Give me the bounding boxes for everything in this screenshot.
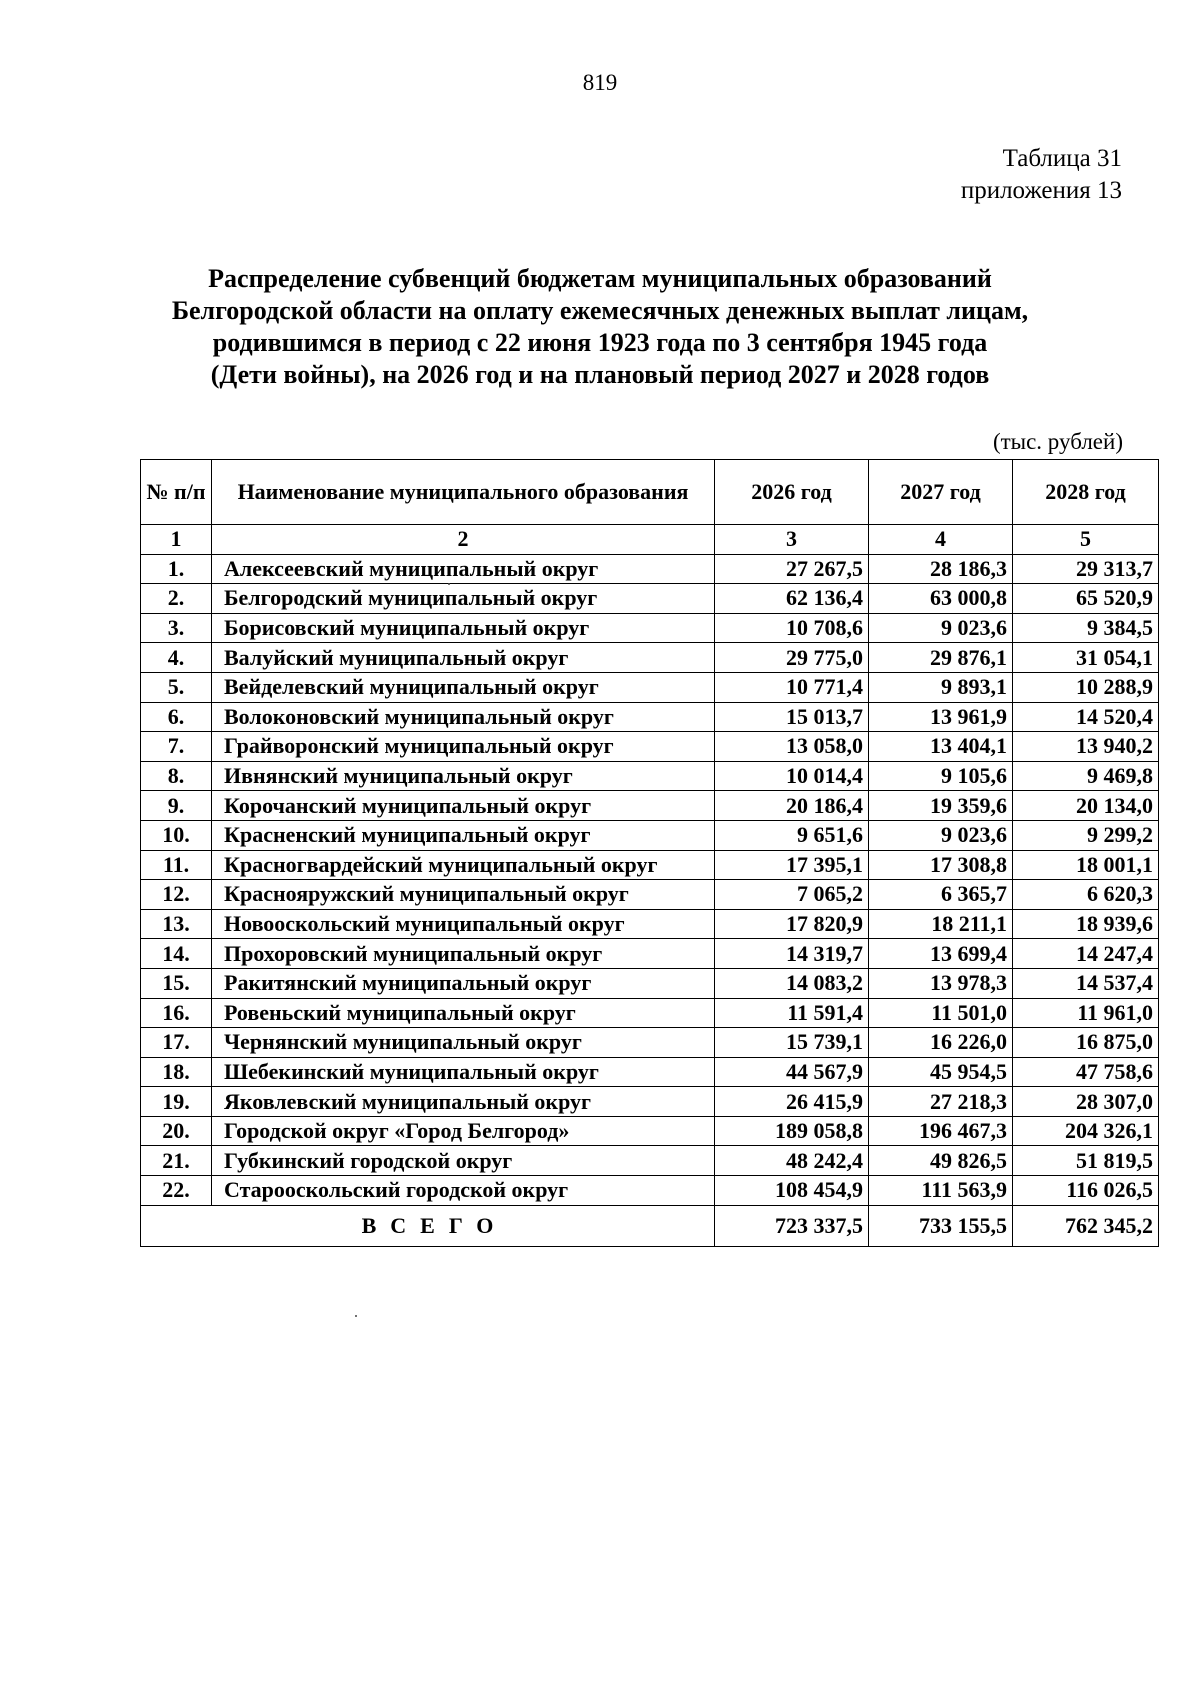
row-value-2028: 116 026,5 [1013, 1176, 1159, 1206]
col-number: 2 [212, 525, 715, 555]
table-row [141, 613, 1159, 643]
row-number: 22. [141, 1176, 212, 1206]
row-number: 17. [141, 1028, 212, 1058]
row-value-2026: 48 242,4 [715, 1146, 869, 1176]
total-label-text: ВСЕГО [361, 1212, 508, 1238]
row-value-2026: 108 454,9 [715, 1176, 869, 1206]
row-number: 3. [141, 613, 212, 643]
row-number: 1. [141, 554, 212, 584]
row-value-2027: 19 359,6 [869, 791, 1013, 821]
row-value-2028: 14 520,4 [1013, 702, 1159, 732]
row-municipality-name: Волоконовский муниципальный округ [212, 702, 715, 732]
col-number: 5 [1013, 525, 1159, 555]
row-value-2028: 28 307,0 [1013, 1087, 1159, 1117]
row-value-2028: 10 288,9 [1013, 672, 1159, 702]
row-number: 13. [141, 909, 212, 939]
scan-speck [448, 583, 450, 585]
table-body [141, 554, 1159, 1205]
row-value-2026: 9 651,6 [715, 820, 869, 850]
row-value-2026: 13 058,0 [715, 732, 869, 762]
col-number: 4 [869, 525, 1013, 555]
header-num: № п/п [141, 460, 212, 525]
column-number-row [141, 525, 1159, 555]
row-municipality-name: Ровеньский муниципальный округ [212, 998, 715, 1028]
header-2026: 2026 год [715, 460, 869, 525]
row-value-2028: 65 520,9 [1013, 584, 1159, 614]
header-row [141, 460, 1159, 525]
row-value-2027: 17 308,8 [869, 850, 1013, 880]
table-row [141, 968, 1159, 998]
units-label: (тыс. рублей) [992, 429, 1123, 454]
total-2028: 762 345,2 [1013, 1205, 1159, 1246]
table-row [141, 1176, 1159, 1206]
row-number: 12. [141, 880, 212, 910]
row-municipality-name: Ракитянский муниципальный округ [212, 968, 715, 998]
row-value-2028: 9 299,2 [1013, 820, 1159, 850]
table-row [141, 761, 1159, 791]
row-value-2026: 17 395,1 [715, 850, 869, 880]
table-row [141, 998, 1159, 1028]
row-value-2026: 7 065,2 [715, 880, 869, 910]
row-number: 8. [141, 761, 212, 791]
table-ref-line-1: Таблица 31 [1002, 145, 1122, 172]
table-row [141, 1146, 1159, 1176]
row-municipality-name: Краснояружский муниципальный округ [212, 880, 715, 910]
row-value-2027: 11 501,0 [869, 998, 1013, 1028]
row-number: 11. [141, 850, 212, 880]
row-value-2026: 14 319,7 [715, 939, 869, 969]
table-row [141, 1116, 1159, 1146]
row-municipality-name: Яковлевский муниципальный округ [212, 1087, 715, 1117]
row-municipality-name: Красногвардейский муниципальный округ [212, 850, 715, 880]
row-number: 15. [141, 968, 212, 998]
row-number: 10. [141, 820, 212, 850]
row-value-2026: 10 014,4 [715, 761, 869, 791]
row-municipality-name: Валуйский муниципальный округ [212, 643, 715, 673]
title-line-4: (Дети войны), на 2026 год и на плановый период 2027 и 2028 годов [210, 360, 990, 389]
row-value-2026: 44 567,9 [715, 1057, 869, 1087]
row-number: 21. [141, 1146, 212, 1176]
row-municipality-name: Борисовский муниципальный округ [212, 613, 715, 643]
row-value-2027: 18 211,1 [869, 909, 1013, 939]
row-number: 6. [141, 702, 212, 732]
row-municipality-name: Грайворонский муниципальный округ [212, 732, 715, 762]
total-2027: 733 155,5 [869, 1205, 1013, 1246]
table-row [141, 820, 1159, 850]
row-number: 16. [141, 998, 212, 1028]
row-number: 2. [141, 584, 212, 614]
row-value-2027: 9 023,6 [869, 820, 1013, 850]
row-value-2028: 47 758,6 [1013, 1057, 1159, 1087]
table-reference [961, 143, 1122, 207]
table-row [141, 643, 1159, 673]
row-value-2027: 6 365,7 [869, 880, 1013, 910]
row-number: 5. [141, 672, 212, 702]
row-value-2028: 6 620,3 [1013, 880, 1159, 910]
row-municipality-name: Красненский муниципальный округ [212, 820, 715, 850]
row-municipality-name: Новооскольский муниципальный округ [212, 909, 715, 939]
row-value-2027: 9 893,1 [869, 672, 1013, 702]
title-line-3: родившимся в период с 22 июня 1923 года по 3 сентября 1945 года [212, 328, 988, 357]
table-row [141, 880, 1159, 910]
row-value-2028: 9 384,5 [1013, 613, 1159, 643]
row-value-2028: 13 940,2 [1013, 732, 1159, 762]
title-line-1: Распределение субвенций бюджетам муниципальных образований [208, 264, 992, 293]
table-row [141, 584, 1159, 614]
row-number: 7. [141, 732, 212, 762]
row-value-2027: 9 105,6 [869, 761, 1013, 791]
table-row [141, 909, 1159, 939]
table-row [141, 850, 1159, 880]
row-value-2027: 63 000,8 [869, 584, 1013, 614]
table-ref-line-2: приложения 13 [960, 177, 1122, 204]
row-value-2027: 16 226,0 [869, 1028, 1013, 1058]
row-value-2026: 26 415,9 [715, 1087, 869, 1117]
col-number: 3 [715, 525, 869, 555]
table-row [141, 702, 1159, 732]
row-value-2028: 204 326,1 [1013, 1116, 1159, 1146]
row-number: 18. [141, 1057, 212, 1087]
row-number: 14. [141, 939, 212, 969]
table-row [141, 939, 1159, 969]
total-2026: 723 337,5 [715, 1205, 869, 1246]
row-value-2028: 31 054,1 [1013, 643, 1159, 673]
row-municipality-name: Ивнянский муниципальный округ [212, 761, 715, 791]
table-row [141, 1087, 1159, 1117]
row-value-2026: 29 775,0 [715, 643, 869, 673]
row-value-2027: 13 404,1 [869, 732, 1013, 762]
row-value-2028: 11 961,0 [1013, 998, 1159, 1028]
row-value-2027: 49 826,5 [869, 1146, 1013, 1176]
row-value-2026: 27 267,5 [715, 554, 869, 584]
row-number: 9. [141, 791, 212, 821]
row-number: 4. [141, 643, 212, 673]
title-line-2: Белгородской области на оплату ежемесячных денежных выплат лицам, [171, 296, 1029, 325]
row-municipality-name: Корочанский муниципальный округ [212, 791, 715, 821]
row-value-2026: 15 013,7 [715, 702, 869, 732]
header-name: Наименование муниципального образования [212, 460, 715, 525]
row-value-2028: 14 537,4 [1013, 968, 1159, 998]
row-value-2026: 10 708,6 [715, 613, 869, 643]
subvention-table [140, 459, 1159, 1247]
row-value-2027: 13 961,9 [869, 702, 1013, 732]
row-value-2026: 15 739,1 [715, 1028, 869, 1058]
row-municipality-name: Белгородский муниципальный округ [212, 584, 715, 614]
row-value-2027: 27 218,3 [869, 1087, 1013, 1117]
row-value-2026: 189 058,8 [715, 1116, 869, 1146]
row-value-2028: 9 469,8 [1013, 761, 1159, 791]
page-number: 819 [582, 70, 618, 95]
row-value-2028: 18 939,6 [1013, 909, 1159, 939]
row-value-2027: 29 876,1 [869, 643, 1013, 673]
row-municipality-name: Старооскольский городской округ [212, 1176, 715, 1206]
row-municipality-name: Вейделевский муниципальный округ [212, 672, 715, 702]
col-number: 1 [141, 525, 212, 555]
row-value-2028: 16 875,0 [1013, 1028, 1159, 1058]
row-value-2027: 111 563,9 [869, 1176, 1013, 1206]
header-2027: 2027 год [869, 460, 1013, 525]
row-number: 20. [141, 1116, 212, 1146]
row-value-2026: 14 083,2 [715, 968, 869, 998]
row-number: 19. [141, 1087, 212, 1117]
row-value-2028: 20 134,0 [1013, 791, 1159, 821]
header-2028: 2028 год [1013, 460, 1159, 525]
row-value-2027: 9 023,6 [869, 613, 1013, 643]
row-value-2027: 13 978,3 [869, 968, 1013, 998]
total-label [141, 1205, 715, 1246]
row-value-2026: 17 820,9 [715, 909, 869, 939]
row-value-2028: 29 313,7 [1013, 554, 1159, 584]
row-value-2027: 196 467,3 [869, 1116, 1013, 1146]
row-value-2026: 10 771,4 [715, 672, 869, 702]
row-municipality-name: Прохоровский муниципальный округ [212, 939, 715, 969]
scan-speck [355, 1315, 357, 1317]
document-title [120, 263, 1080, 391]
row-value-2028: 14 247,4 [1013, 939, 1159, 969]
row-municipality-name: Шебекинский муниципальный округ [212, 1057, 715, 1087]
row-value-2027: 13 699,4 [869, 939, 1013, 969]
row-municipality-name: Губкинский городской округ [212, 1146, 715, 1176]
table-row [141, 732, 1159, 762]
table-row [141, 1028, 1159, 1058]
row-value-2027: 28 186,3 [869, 554, 1013, 584]
table-row [141, 1057, 1159, 1087]
table-row [141, 672, 1159, 702]
table-row [141, 554, 1159, 584]
row-value-2027: 45 954,5 [869, 1057, 1013, 1087]
row-value-2026: 11 591,4 [715, 998, 869, 1028]
row-municipality-name: Алексеевский муниципальный округ [212, 554, 715, 584]
row-municipality-name: Чернянский муниципальный округ [212, 1028, 715, 1058]
row-value-2026: 20 186,4 [715, 791, 869, 821]
row-value-2028: 18 001,1 [1013, 850, 1159, 880]
row-municipality-name: Городской округ «Город Белгород» [212, 1116, 715, 1146]
row-value-2028: 51 819,5 [1013, 1146, 1159, 1176]
total-row [141, 1205, 1159, 1246]
row-value-2026: 62 136,4 [715, 584, 869, 614]
table-row [141, 791, 1159, 821]
